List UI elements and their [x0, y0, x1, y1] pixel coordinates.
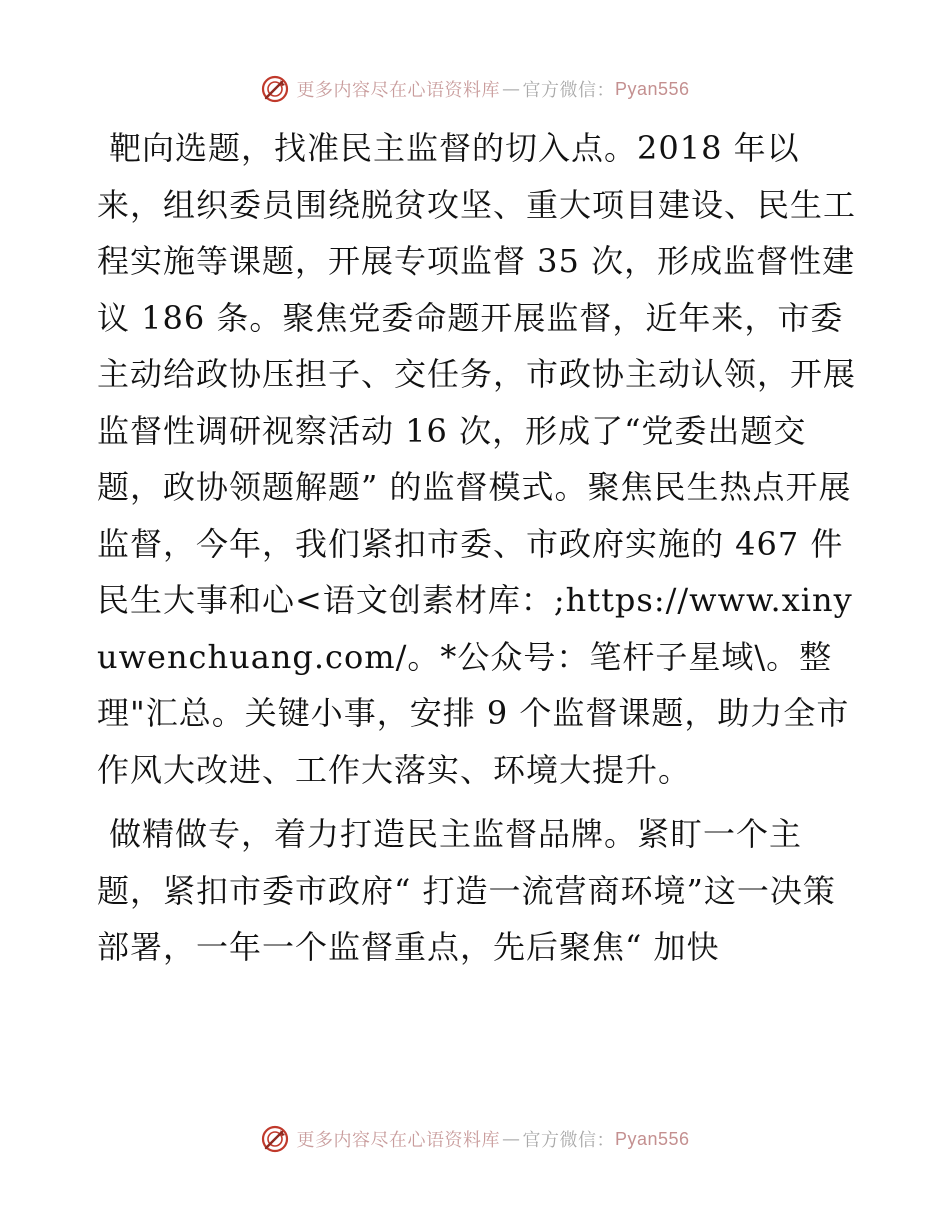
paragraph	[97, 120, 857, 798]
watermark-text: 更多内容尽在心语资料库	[296, 80, 500, 101]
watermark-wechat-id: Pyan556	[614, 1128, 690, 1149]
watermark-text: 更多内容尽在心语资料库	[296, 1130, 500, 1151]
watermark-dash: —	[501, 78, 521, 100]
watermark-wechat-label: 官方微信：	[522, 1130, 615, 1151]
paragraph-text: 靶向选题，找准民主监督的切入点。2018 年以来，组织委员围绕脱贫攻坚、重大项目建设、民生工程实施等课题，开展专项监督 35 次，形成监督性建议 186 条。聚焦党委命题开展监督，近年来，市委主动给政协压担子、交任务，市政协主动认领，开展监督性调研视察活动 16 次，形成了“党委出题交题，政协领题解题” 的监督模式。聚焦民生热点开展监督，今年，我们紧扣市委、市政府实施的 467 件民生大事和心<语文创素材库：;https://www.xinyuwenchuang.com/。*公众号：笔杆子星域\。整理"汇总。关键小事，安排 9 个监督课题，助力全市作风大改进、工作大落实、环境大提升。	[97, 129, 857, 789]
footer-watermark	[0, 1124, 950, 1154]
document-body	[97, 120, 857, 976]
paragraph-text: 做精做专，着力打造民主监督品牌。紧盯一个主题，紧扣市委市政府“ 打造一流营商环境”这一决策部署，一年一个监督重点，先后聚焦“ 加快	[97, 815, 836, 966]
header-watermark	[0, 74, 950, 104]
seal-logo-icon	[260, 1124, 290, 1154]
watermark-dash: —	[501, 1128, 521, 1150]
seal-logo-icon	[260, 74, 290, 104]
paragraph	[97, 806, 857, 976]
watermark-wechat-id: Pyan556	[614, 78, 690, 99]
watermark-wechat-label: 官方微信：	[522, 80, 615, 101]
